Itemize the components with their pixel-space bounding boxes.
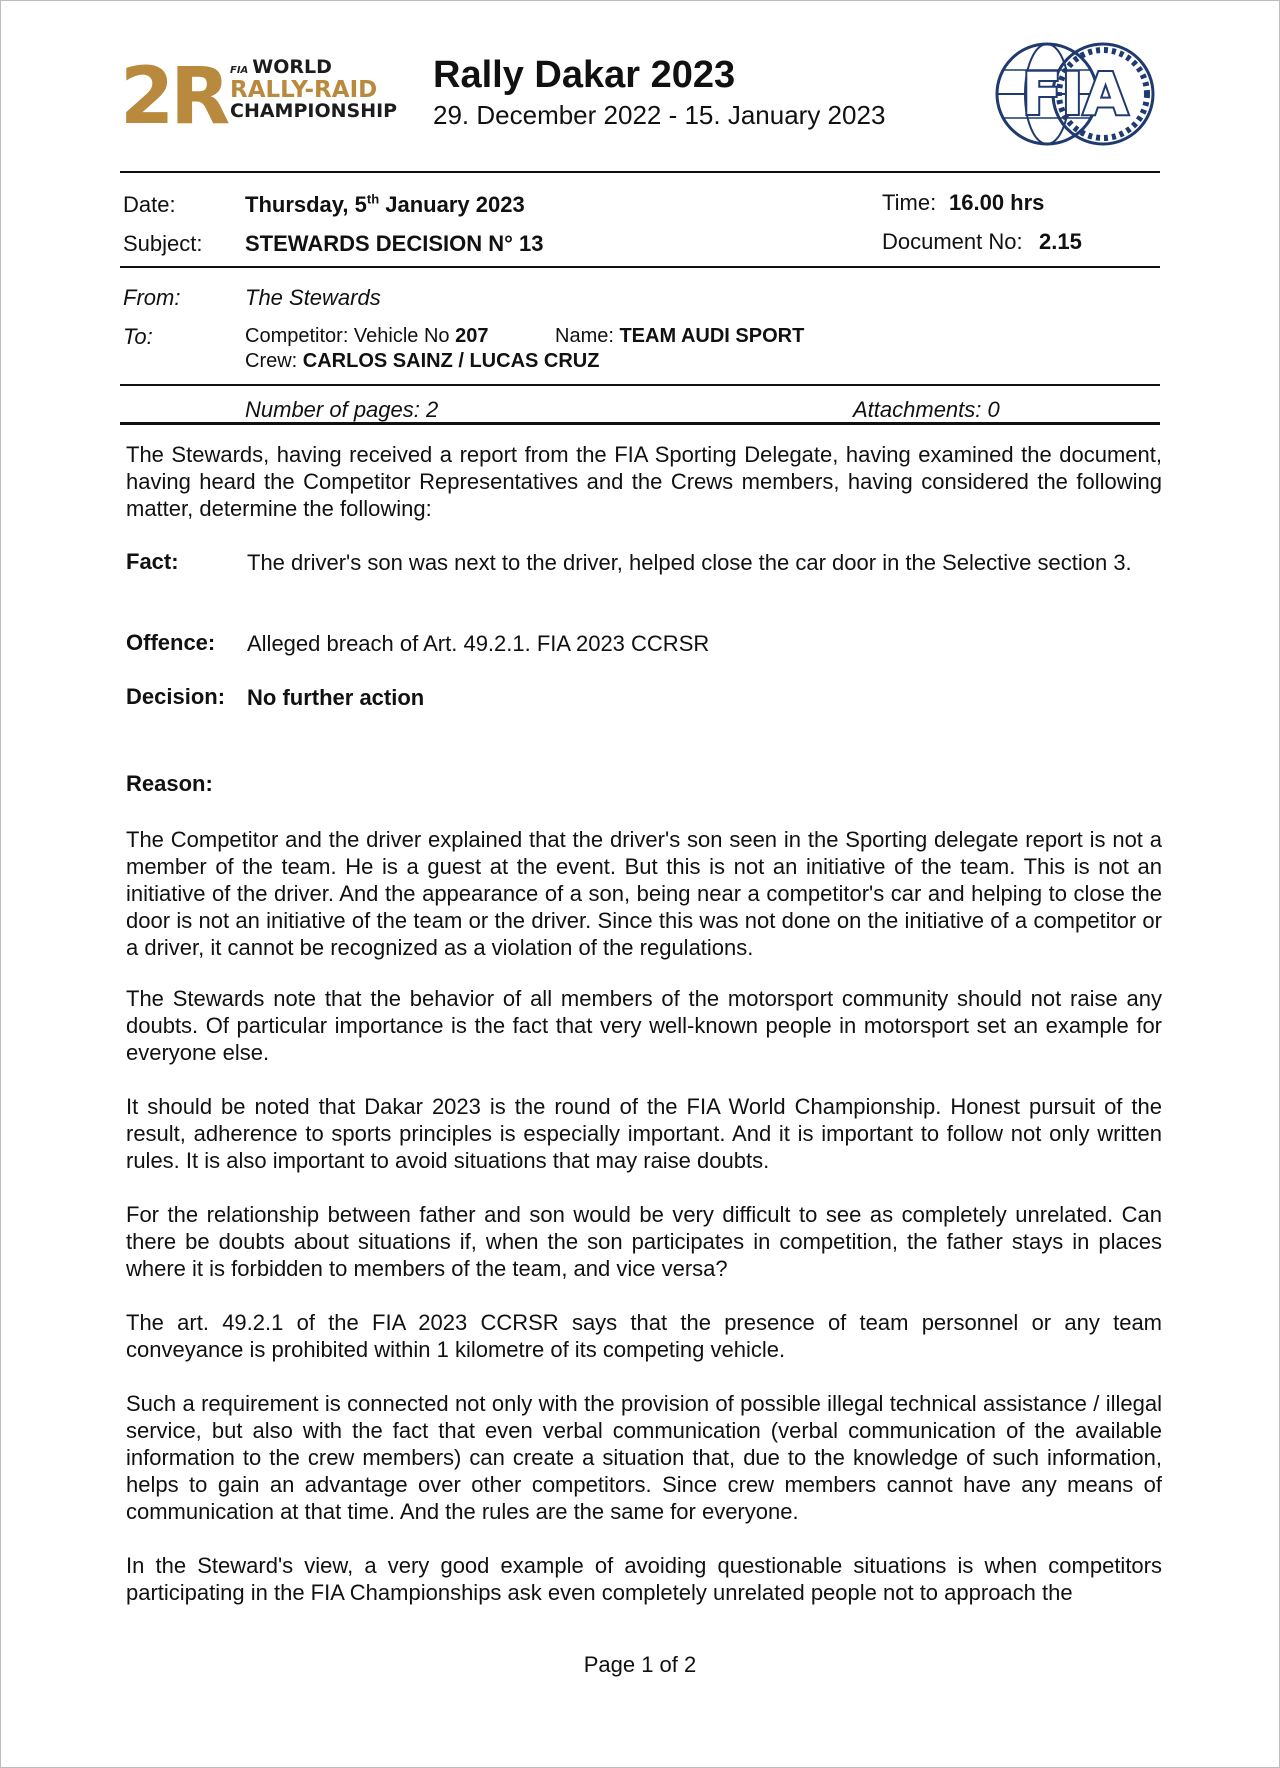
event-title: Rally Dakar 2023 [433,54,736,96]
name-label: Name: [555,325,614,347]
offence-text: Alleged breach of Art. 49.2.1. FIA 2023 CCRSR [247,631,710,656]
wrc-logo [120,52,398,152]
date-label: Date: [123,192,176,217]
reason-heading: Reason: [126,771,213,796]
meta-rule [120,266,1160,268]
time-value: 16.00 hrs [949,190,1045,215]
intro-paragraph: The Stewards, having received a report from the FIA Sporting Delegate, having examined the document, having heard the Competitor Representatives and the Crews members, having considered the following matter, determine the following: [126,442,1162,521]
docno-label: Document No: [882,229,1023,254]
fia-logo [995,38,1155,150]
fact-label: Fact: [126,549,179,574]
fia-logo-text: FIA [1021,60,1129,128]
crew-label: Crew: [245,350,298,372]
reason-paragraph: The art. 49.2.1 of the FIA 2023 CCRSR says that the presence of team personnel or any team conveyance is prohibited within 1 kilometre of its competing vehicle. [126,1310,1162,1362]
attachments-count: Attachments: 0 [853,397,1000,422]
fact-text: The driver's son was next to the driver, helped close the car door in the Selective section 3. [247,550,1132,575]
routing-rule [120,384,1160,386]
header-rule [120,171,1160,173]
name-value: TEAM AUDI SPORT [619,325,805,347]
wrc-line1: WORLD [252,56,332,78]
from-value: The Stewards [245,285,381,310]
date-value: Thursday, 5th January 2023 [245,191,525,217]
wrc-2r-mark: 2R [120,52,227,142]
time-label: Time: [882,190,937,215]
wrc-line3: CHAMPIONSHIP [230,100,398,123]
subject-label: Subject: [123,231,203,256]
docno-value: 2.15 [1039,229,1082,254]
page-number: Page 1 of 2 [583,1652,697,1677]
offence-label: Offence: [126,630,216,655]
reason-paragraph: For the relationship between father and son would be very difficult to see as completely unrelated. Can there be doubts about situations if, when the son participates in competition, the father stays in places where it is forbidden to members of the team, and vice versa? [126,1202,1162,1281]
reason-paragraph: The Competitor and the driver explained that the driver's son seen in the Sporting delegate report is not a member of the team. He is a guest at the event. But this is not an initiative of the team. This is not an initiative of the driver. And the appearance of a son, being near a competitor's car and helping to close the door is not an initiative of the team or the driver. Since this was not done on the initiative of a competitor or a driver, it cannot be recognized as a violation of the regulations. [126,827,1162,960]
subject-value: STEWARDS DECISION N° 13 [245,231,544,256]
competitor-label: Competitor: Vehicle No [245,325,450,347]
decision-label: Decision: [126,684,226,709]
to-label: To: [123,324,153,349]
name-line [555,323,804,350]
reason-paragraph: It should be noted that Dakar 2023 is the round of the FIA World Championship. Honest pursuit of the result, adherence to sports principles is especially important. And it is important to follow not only written rules. It is also important to avoid situations that may raise doubts. [126,1094,1162,1173]
from-label: From: [123,285,181,310]
crew-line [245,348,599,375]
vehicle-no: 207 [455,325,489,347]
crew-value: CARLOS SAINZ / LUCAS CRUZ [302,350,600,372]
decision-text: No further action [247,685,425,710]
reason-paragraph: In the Steward's view, a very good example of avoiding questionable situations is when competitors participating in the FIA Championships ask even completely unrelated people not to approach the [126,1553,1162,1605]
reason-paragraph: The Stewards note that the behavior of all members of the motorsport community should not raise any doubts. Of particular importance is the fact that very well-known people in motorsport set an example for everyone else. [126,986,1162,1065]
wrc-fia-mark: FIA [230,65,249,76]
pages-count: Number of pages: 2 [245,397,439,422]
wrc-wordmark [230,58,397,122]
event-dates: 29. December 2022 - 15. January 2023 [433,100,886,130]
body-rule [120,422,1160,425]
reason-paragraph: Such a requirement is connected not only with the provision of possible illegal technical assistance / illegal service, but also with the fact that even verbal communication (verbal communication of the available information to the crew members) can create a situation that, due to the knowledge of such information, helps to gain an advantage over other competitors. Since crew members cannot have any means of communication at that time. And the rules are the same for everyone. [126,1391,1162,1524]
competitor-line [245,323,488,350]
wrc-line2: RALLY-RAID [230,76,378,103]
